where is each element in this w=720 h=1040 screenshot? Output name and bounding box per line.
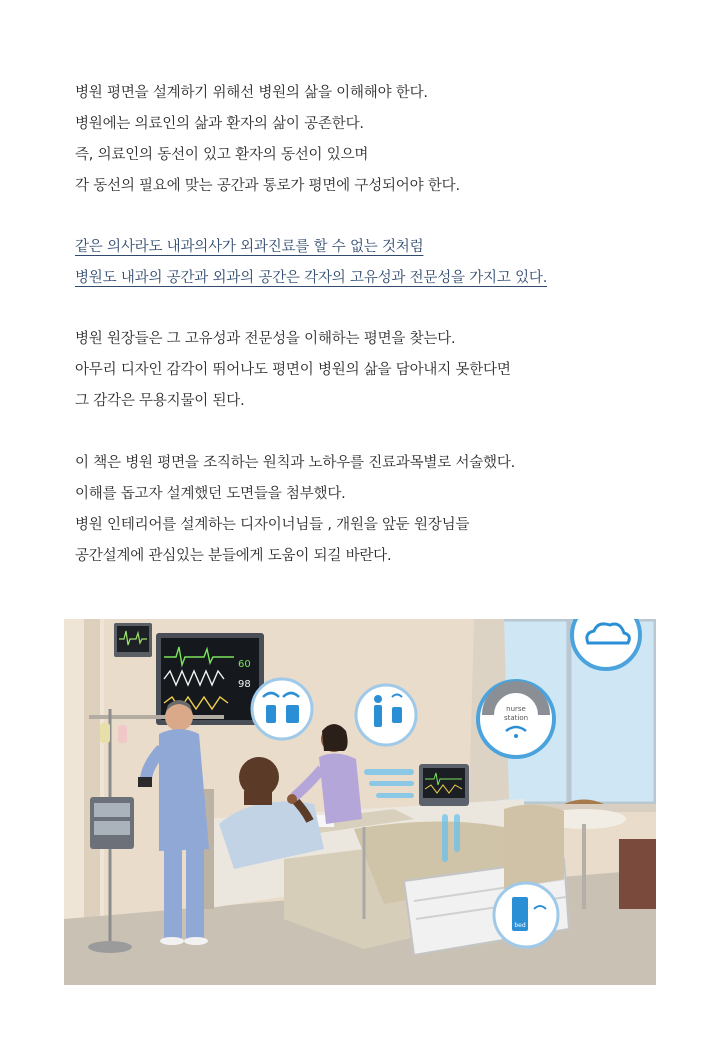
text-line: 공간설계에 관심있는 분들에게 도움이 되길 바란다.: [75, 548, 392, 564]
bedside-monitor: [419, 764, 469, 806]
hospital-room-illustration: [64, 619, 656, 985]
text-line: 이해를 돕고자 설계했던 도면들을 첨부했다.: [75, 486, 346, 502]
devices-bubble: [252, 679, 312, 739]
text-line: 즉, 의료인의 동선이 있고 환자의 동선이 있으며: [75, 147, 369, 163]
text-line: 각 동선의 필요에 맞는 공간과 통로가 평면에 구성되어야 한다.: [75, 178, 460, 194]
monitor-reading-spo2: 98: [238, 679, 251, 690]
nurse-station-label: nurse: [506, 705, 526, 713]
nurse-station-label: station: [503, 714, 529, 722]
text-line: 병원 인테리어를 설계하는 디자이너님들 , 개원을 앞둔 원장님들: [75, 517, 470, 533]
intro-paragraph: [75, 78, 675, 202]
text-line: 병원 평면을 설계하기 위해선 병원의 삶을 이해해야 한다.: [75, 85, 428, 101]
cloud-bubble: [572, 619, 640, 669]
text-line: 병원 원장들은 그 고유성과 전문성을 이해하는 평면을 찾는다.: [75, 331, 456, 347]
text-line: 그 감각은 무용지물이 된다.: [75, 393, 245, 409]
phone-icon: [392, 707, 402, 723]
director-paragraph: [75, 324, 675, 417]
person-icon: [374, 695, 382, 703]
bed-label: bed: [514, 922, 526, 929]
highlight-line: 같은 의사라도 내과의사가 외과진료를 할 수 없는 것처럼: [75, 239, 424, 255]
wall-column: [84, 619, 100, 919]
monitor-reading-hr: 60: [238, 659, 251, 670]
person-bubble: [356, 685, 416, 745]
tablet-icon: [286, 705, 299, 723]
text-line: 아무리 디자인 감각이 뛰어나도 평면이 병원의 삶을 담아내지 못한다면: [75, 362, 511, 378]
bed-sensor-bubble: [494, 883, 558, 947]
badge-icon: [266, 705, 276, 723]
nurse-station-bubble: [478, 681, 554, 757]
book-paragraph: [75, 448, 675, 572]
text-line: 이 책은 병원 평면을 조직하는 원칙과 노하우를 진료과목별로 서술했다.: [75, 455, 516, 471]
highlight-paragraph: [75, 232, 675, 294]
small-monitor: [114, 623, 152, 657]
highlight-line: 병원도 내과의 공간과 외과의 공간은 각자의 고유성과 전문성을 가지고 있다.: [75, 270, 548, 286]
text-line: 병원에는 의료인의 삶과 환자의 삶이 공존한다.: [75, 116, 364, 132]
